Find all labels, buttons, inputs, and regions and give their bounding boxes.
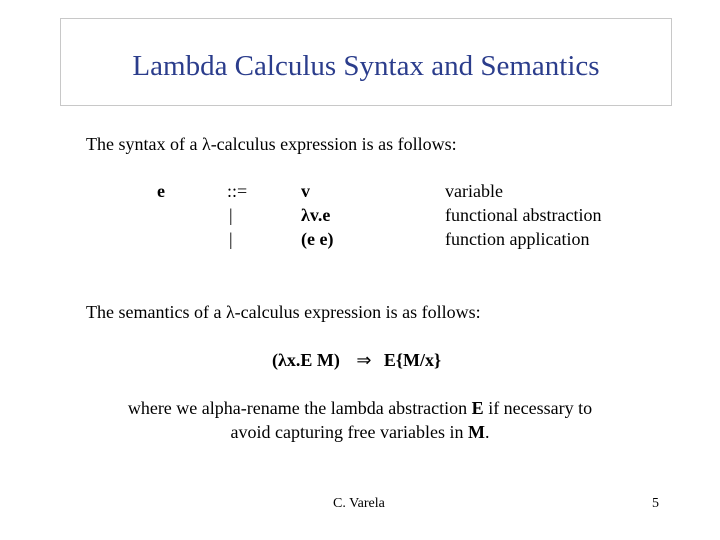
grammar-desc-variable: variable <box>445 181 503 201</box>
note-line-2-pre: avoid capturing free variables in <box>230 422 468 442</box>
note-line-1 <box>0 397 720 419</box>
title-box <box>60 18 672 106</box>
note-line-2 <box>0 421 720 443</box>
note-term-m: M <box>467 422 485 442</box>
beta-reduction-rule <box>272 349 441 371</box>
grammar-desc-abstraction: functional abstraction <box>445 205 602 225</box>
note-line-1-post: if necessary to <box>483 398 593 418</box>
syntax-intro: The syntax of a λ-calculus expression is as follows: <box>86 134 457 154</box>
implies-arrow-icon: ⇒ <box>356 350 372 370</box>
slide-title: Lambda Calculus Syntax and Semantics <box>132 50 600 82</box>
note-line-2-post: . <box>484 422 490 442</box>
note-line-1-pre: where we alpha-rename the lambda abstraction <box>127 398 472 418</box>
grammar-sep-1: | <box>229 205 233 225</box>
grammar-desc-application: function application <box>445 229 590 249</box>
reduction-rhs: E{M/x} <box>383 350 442 370</box>
reduction-lhs: (λx.E M) <box>272 350 340 370</box>
grammar-form-application: (e e) <box>301 229 334 249</box>
semantics-intro: The semantics of a λ-calculus expression is as follows: <box>86 302 481 322</box>
footer-author: C. Varela <box>333 496 385 511</box>
grammar-nonterminal: e <box>157 181 165 201</box>
grammar-form-abstraction: λv.e <box>301 205 331 225</box>
grammar-defines: ::= <box>227 181 248 201</box>
page-number: 5 <box>652 496 659 511</box>
grammar-form-variable: v <box>301 181 310 201</box>
grammar-sep-2: | <box>229 229 233 249</box>
note-term-e: E <box>471 398 484 418</box>
